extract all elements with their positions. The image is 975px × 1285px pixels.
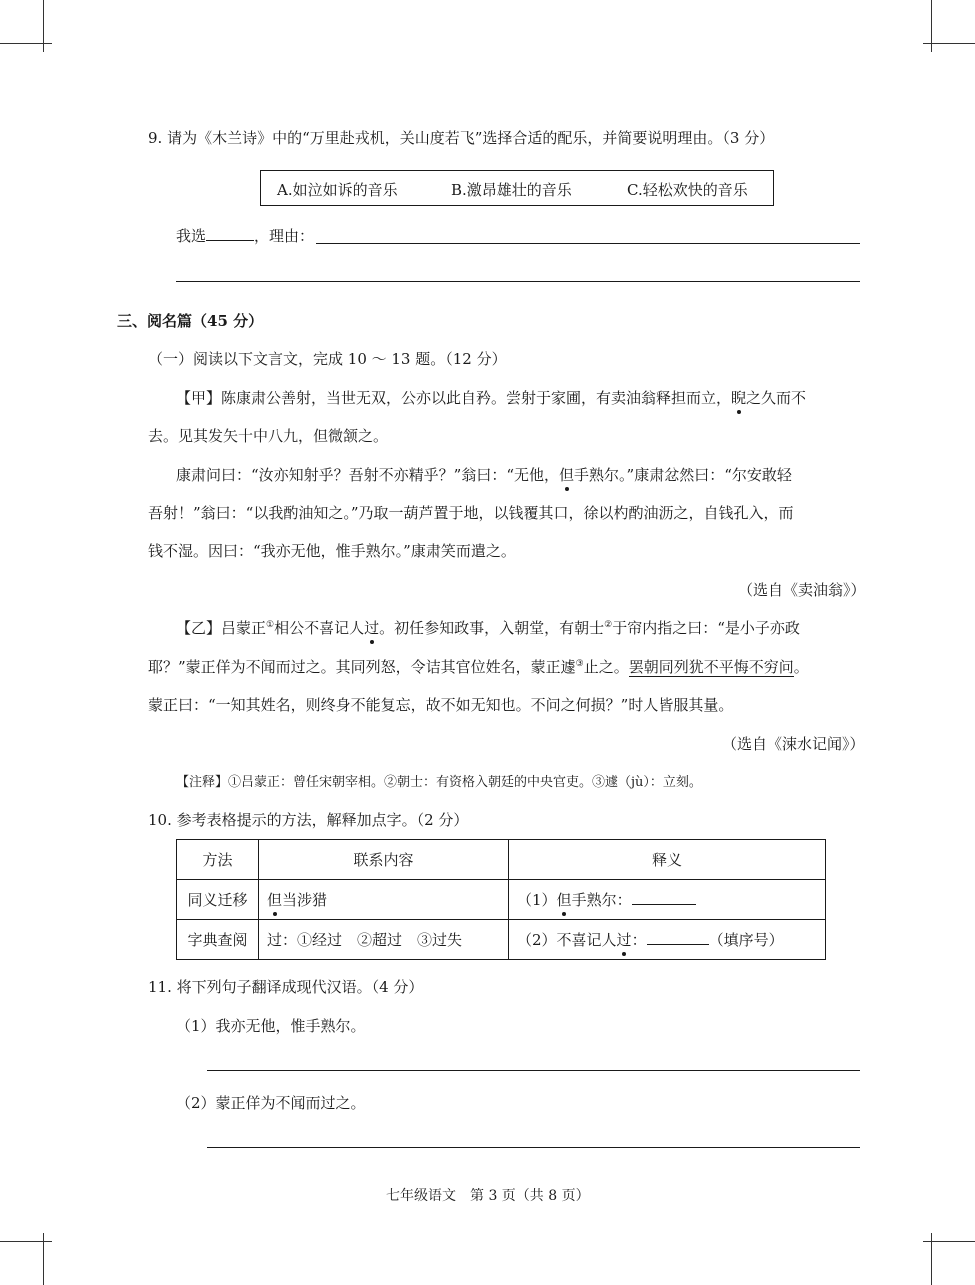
- q9-option-b: B.激昂雄壮的音乐: [451, 181, 572, 199]
- crop-mark-tl-v: [43, 0, 44, 52]
- q11-sentence-2: （2）蒙正佯为不闻而过之。: [176, 1094, 366, 1112]
- text-span: （填序号）: [708, 931, 784, 949]
- note-ref: ①: [266, 620, 275, 630]
- text-span: 止之。: [583, 658, 629, 676]
- text-span: 手熟尔：: [571, 891, 632, 909]
- text-span: 。初任参知政事，入朝堂，有朝士: [379, 619, 605, 637]
- passage-yi-line-2: [148, 656, 809, 677]
- crop-mark-bl-h: [0, 1241, 52, 1242]
- passage-jia-line-3: [176, 464, 792, 485]
- r1-method: 同义迁移: [177, 880, 259, 920]
- r1-content: [259, 880, 509, 920]
- text-span: 手熟尔。”康肃忿然曰：“尔安敢轻: [574, 466, 792, 484]
- r2-method: 字典查阅: [177, 920, 259, 960]
- r2-answer-blank[interactable]: [647, 930, 709, 945]
- table-row: [177, 920, 826, 960]
- dotted-char: 过: [616, 931, 632, 949]
- q10-stem: 10. 参考表格提示的方法，解释加点字。（2 分）: [148, 811, 469, 829]
- text-span: ：: [631, 931, 647, 949]
- crop-mark-tr-h: [923, 43, 975, 44]
- q11-stem: 11. 将下列句子翻译成现代汉语。（4 分）: [148, 978, 424, 996]
- section-title: 三、阅名篇（45 分）: [117, 312, 264, 330]
- r1-answer-blank[interactable]: [632, 890, 696, 905]
- dotted-char: 但: [559, 466, 575, 484]
- text-span: 之久而不: [746, 389, 807, 407]
- dotted-char: 但: [556, 891, 572, 909]
- q9-answer-row: [176, 225, 314, 246]
- text-span: 耶？”蒙正佯为不闻而过之。其同列怒，令诘其官位姓名，蒙正遽: [148, 658, 576, 676]
- q10-table: [176, 839, 826, 960]
- passage-yi-line-3: 蒙正曰：“一知其姓名，则终身不能复忘，故不如无知也。不问之何损？”时人皆服其量。: [148, 696, 734, 714]
- passage-jia-source: （选自《卖油翁》）: [738, 581, 866, 599]
- crop-mark-br-h: [923, 1241, 975, 1242]
- r2-content: 过：①经过 ②超过 ③过失: [259, 920, 509, 960]
- text-span: 。: [793, 658, 809, 676]
- text-span: （1）: [517, 891, 557, 909]
- q9-option-a: A.如泣如诉的音乐: [277, 181, 398, 199]
- q11-sentence-1: （1）我亦无他，惟手熟尔。: [176, 1017, 366, 1035]
- table-row: [177, 840, 826, 880]
- q9-reason-line-2[interactable]: [176, 281, 860, 282]
- text-span: 相公不喜记人: [274, 619, 365, 637]
- passage-yi-line-1: [176, 617, 800, 638]
- text-span: 当涉猎: [282, 891, 328, 909]
- dotted-char: 过: [364, 619, 380, 637]
- q11-answer-line-2[interactable]: [207, 1147, 860, 1148]
- q9-options-box: [260, 170, 774, 206]
- q11-answer-line-1[interactable]: [207, 1070, 860, 1071]
- passage-jia-line-5: 钱不湿。因曰：“我亦无他，惟手熟尔。”康肃笑而遣之。: [148, 542, 516, 560]
- q9-option-c: C.轻松欢快的音乐: [627, 181, 748, 199]
- dotted-char: 睨: [731, 389, 747, 407]
- page-footer: 七年级语文 第 3 页（共 8 页）: [386, 1188, 590, 1204]
- q9-choose-label: 我选: [176, 227, 207, 245]
- text-span: 【甲】陈康肃公善射，当世无双，公亦以此自矜。尝射于家圃，有卖油翁释担而立，: [176, 389, 732, 407]
- crop-mark-tl-h: [0, 43, 52, 44]
- q9-stem: 9. 请为《木兰诗》中的“万里赴戎机，关山度若飞”选择合适的配乐，并简要说明理由。（3 分）: [148, 129, 775, 147]
- text-span: 【乙】吕蒙正: [176, 619, 267, 637]
- r1-definition: [509, 880, 826, 920]
- passage-jia-line-1: [176, 387, 806, 408]
- q9-reason-line-1[interactable]: [316, 243, 860, 244]
- dotted-char: 但: [267, 891, 283, 909]
- r2-definition: [509, 920, 826, 960]
- passage-yi-source: （选自《涑水记闻》）: [722, 735, 865, 753]
- q9-reason-label: ，理由：: [254, 227, 315, 245]
- text-span: 于帘内指之曰：“是小子亦政: [612, 619, 800, 637]
- crop-mark-tr-v: [931, 0, 932, 52]
- header-method: 方法: [177, 840, 259, 880]
- passage-jia-line-4: 吾射！”翁曰：“以我酌油知之。”乃取一葫芦置于地，以钱覆其口，徐以杓酌油沥之，自钱孔入，而: [148, 504, 794, 522]
- note-ref: ②: [604, 620, 613, 630]
- q9-choice-blank[interactable]: [206, 226, 254, 241]
- header-definition: 释义: [509, 840, 826, 880]
- passage-jia-line-2: 去。见其发矢十中八九，但微颔之。: [148, 427, 389, 445]
- annotation-notes: 【注释】①吕蒙正：曾任宋朝宰相。②朝士：有资格入朝廷的中央官吏。③遽（jù）：立刻。: [176, 775, 702, 790]
- note-ref: ③: [575, 659, 584, 669]
- table-row: [177, 880, 826, 920]
- text-span: 康肃问曰：“汝亦知射乎？吾射不亦精乎？”翁曰：“无他，: [176, 466, 560, 484]
- part1-intro: （一）阅读以下文言文，完成 10 ～ 13 题。（12 分）: [148, 350, 507, 368]
- underlined-sentence: 罢朝同列犹不平悔不穷问: [628, 658, 794, 676]
- header-content: 联系内容: [259, 840, 509, 880]
- text-span: （2）不喜记人: [517, 931, 617, 949]
